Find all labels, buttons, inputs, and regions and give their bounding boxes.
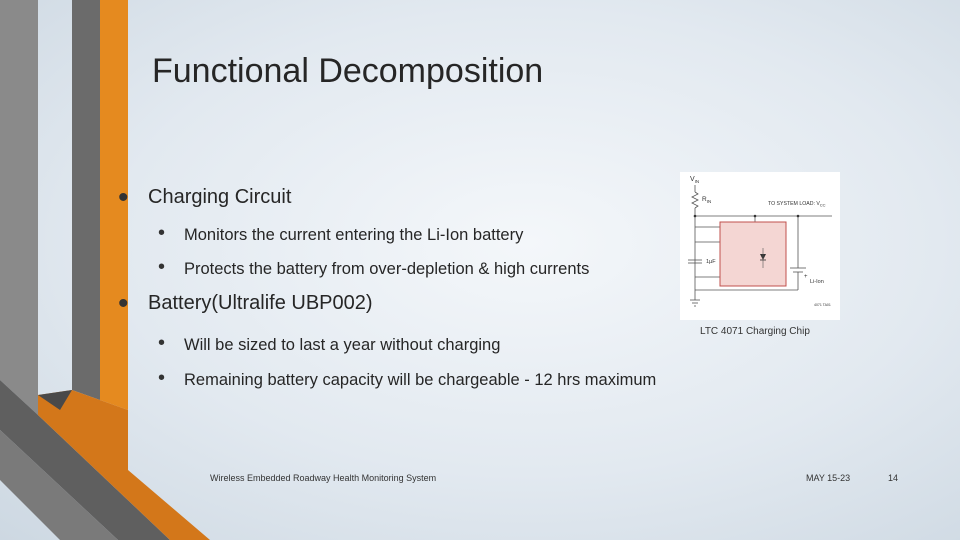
vin-label: $V_{IN}$ [690,176,700,184]
footer-date: MAY 15-23 [806,473,851,483]
bullet-charging-circuit: Charging Circuit [148,186,292,208]
battery-label: Li-Ion [810,279,824,285]
system-load-label: TO SYSTEM LOAD: $V_{CC}$ [768,201,826,208]
sub-bullet-dot: • [158,332,166,354]
sub-bullet-dot: • [158,222,166,244]
sub-bullet-protects: Protects the battery from over-depletion & high currents [184,260,590,278]
capacitor-label: 1µF [706,259,716,265]
circuit-diagram [680,172,840,320]
figure-ref: 4071 TA01 [814,303,831,307]
sub-bullet-monitors: Monitors the current entering the Li-Ion battery [184,226,524,244]
dark-stripe-top [72,0,100,400]
bullet-dot: • [118,181,129,214]
page-number: 14 [888,473,899,483]
sub-bullet-dot: • [158,367,166,389]
rin-label: $R_{IN}$ [702,196,712,204]
figure-caption: LTC 4071 Charging Chip [700,326,810,337]
circuit-schematic [680,172,840,320]
chip-block [720,222,786,286]
footer-title: Wireless Embedded Roadway Health Monitoring System [210,473,437,483]
battery-plus: + [804,274,808,280]
bullet-battery: Battery(Ultralife UBP002) [148,292,373,314]
sub-bullet-remaining: Remaining battery capacity will be chargeable - 12 hrs maximum [184,371,657,389]
slide-title: Functional Decomposition [152,52,544,90]
bullet-dot: • [118,287,129,320]
gray-stripe-left [0,0,38,415]
sub-bullet-sized: Will be sized to last a year without charging [184,336,501,354]
sub-bullet-dot: • [158,256,166,278]
